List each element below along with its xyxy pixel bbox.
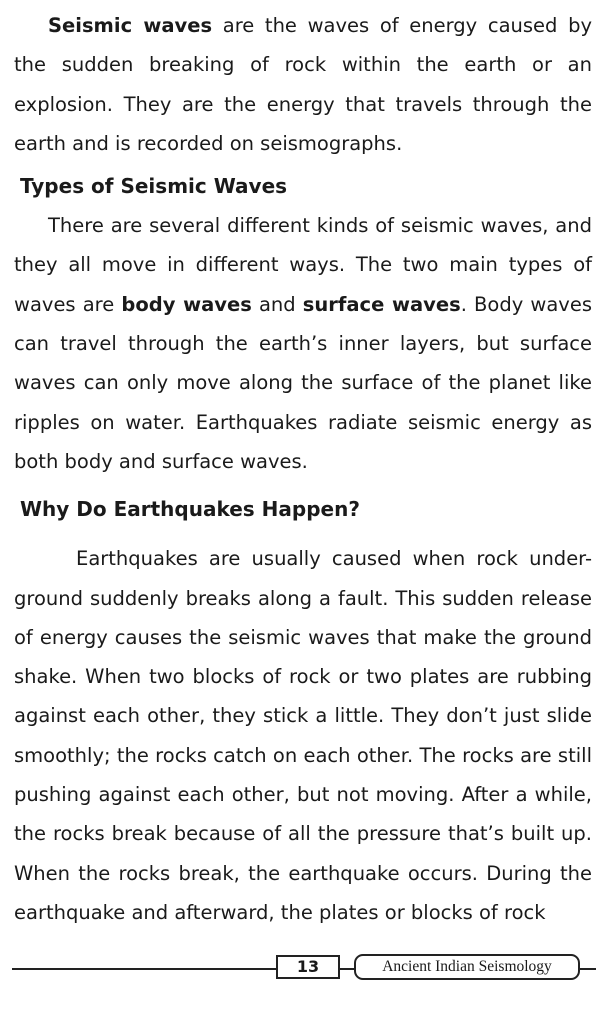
paragraph-types [14, 206, 592, 481]
book-title: Ancient Indian Seismology [354, 954, 580, 980]
paragraph-types-text-a: There are several different kinds of seismic waves, and they all move in different ways. The two main types of waves are [14, 214, 592, 316]
term-body-waves: body waves [121, 292, 252, 316]
footer-rule-right [580, 968, 596, 970]
page-body [14, 6, 592, 932]
footer-rule-left [12, 968, 276, 970]
term-surface-waves: surface waves [302, 292, 461, 316]
term-seismic-waves: Seismic waves [48, 14, 213, 37]
paragraph-seismic-waves-text: are the waves of energy caused by the sudden breaking of rock within the earth or an explosion. They are the energy that travels through the earth and is recorded on seismographs. [14, 14, 592, 155]
heading-types-of-seismic-waves: Types of Seismic Waves [20, 174, 288, 199]
page-footer [12, 953, 596, 983]
paragraph-why: Earthquakes are usually caused when rock under-ground suddenly breaks along a fault. This sudden release of energy causes the seismic waves that make the ground shake. When two blocks of rock or two plates are rubbing against each other, they stick a little. They don’t just slide smoothly; the rocks catch on each other. The rocks are still pushing against each other, but not moving. After a while, the rocks break because of all the pressure that’s built up. When the rocks break, the earthquake occurs. During the earthquake and afterward, the plates or blocks of rock [14, 547, 592, 924]
paragraph-types-text-d: . Body waves can travel through the earth’s inner layers, but surface waves can only move along the surface of the planet like ripples on water. Earthquakes radiate seismic energy as both body and surface waves. [14, 292, 592, 473]
footer-rule-middle [340, 968, 354, 970]
paragraph-types-text-c: and [251, 292, 303, 316]
paragraph-seismic-waves [14, 6, 592, 163]
heading-why-earthquakes-happen: Why Do Earthquakes Happen? [20, 497, 360, 522]
page-number: 13 [276, 955, 340, 979]
